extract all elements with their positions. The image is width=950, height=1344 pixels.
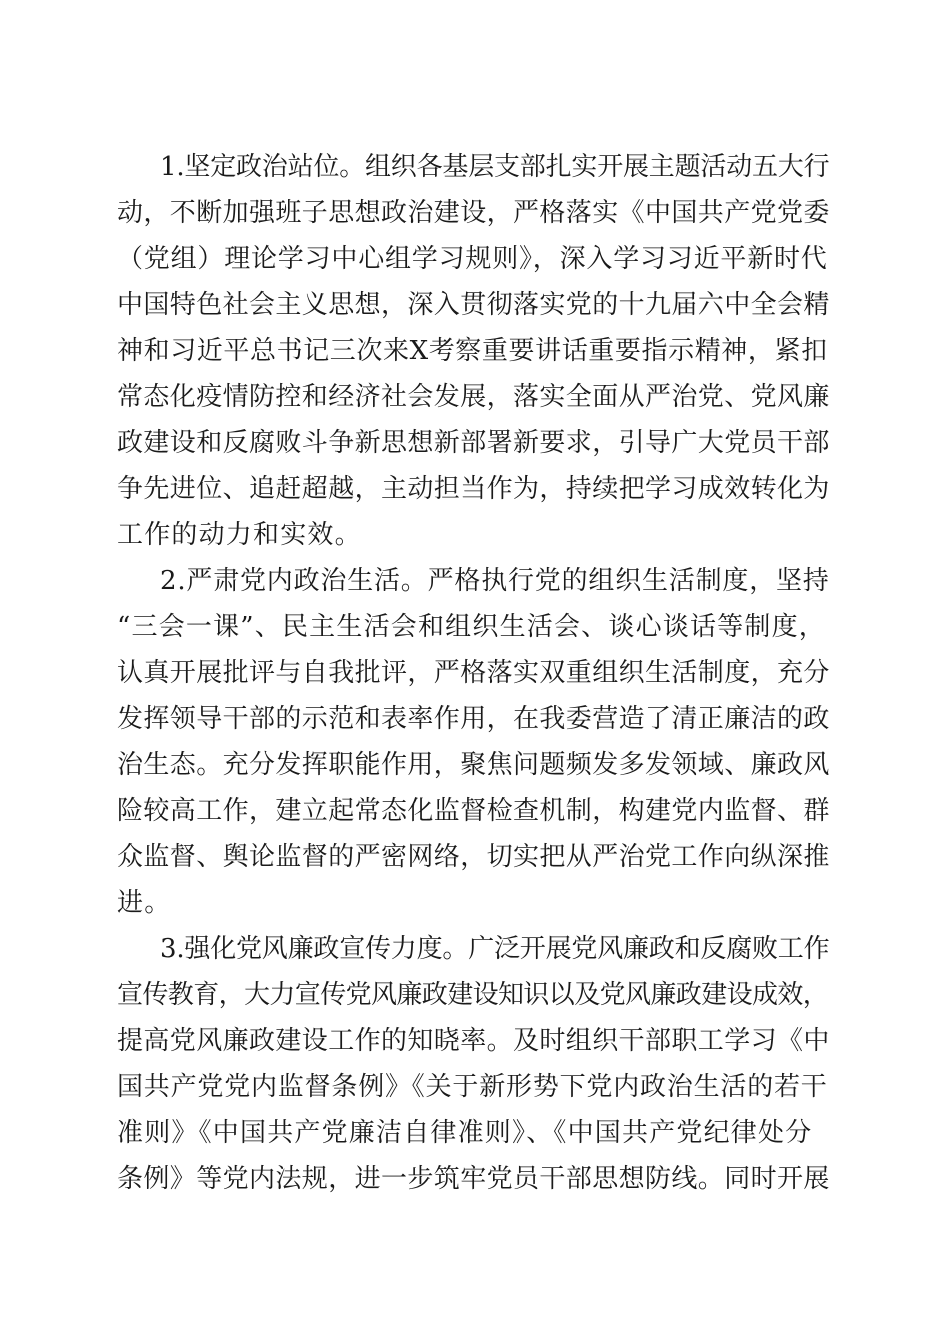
paragraph-3-line-6: 条例》等党内法规，进一步筑牢党员干部思想防线。同时开展: [117, 1164, 830, 1194]
paragraph-1-line-9: 工作的动力和实效。: [117, 520, 362, 550]
paragraph-2-line-4: 发挥领导干部的示范和表率作用，在我委营造了清正廉洁的政: [117, 704, 830, 734]
paragraph-2-line-2: “三会一课”、民主生活会和组织生活会、谈心谈话等制度，: [117, 612, 826, 642]
paragraph-3-line-5: 准则》《中国共产党廉洁自律准则》、《中国共产党纪律处分: [117, 1118, 813, 1148]
paragraph-1-line-3: （党组）理论学习中心组学习规则》，深入学习习近平新时代: [117, 244, 828, 274]
paragraph-2-line-6: 险较高工作，建立起常态化监督检查机制，构建党内监督、群: [117, 796, 830, 826]
paragraph-2-line-1: 2.严肃党内政治生活。严格执行党的组织生活制度，坚持: [160, 566, 830, 596]
paragraph-2-line-8: 进。: [117, 888, 172, 918]
paragraph-1-line-6: 常态化疫情防控和经济社会发展，落实全面从严治党、党风廉: [117, 382, 830, 412]
paragraph-2-line-7: 众监督、舆论监督的严密网络，切实把从严治党工作向纵深推: [117, 842, 830, 872]
paragraph-3-line-1: 3.强化党风廉政宣传力度。广泛开展党风廉政和反腐败工作: [160, 934, 830, 964]
paragraph-1-line-1: 1.坚定政治站位。组织各基层支部扎实开展主题活动五大行: [160, 152, 830, 182]
paragraph-3-line-2: 宣传教育，大力宣传党风廉政建设知识以及党风廉政建设成效，: [117, 980, 829, 1010]
paragraph-1-line-4: 中国特色社会主义思想，深入贯彻落实党的十九届六中全会精: [117, 290, 830, 320]
paragraph-3-line-4: 国共产党党内监督条例》《关于新形势下党内政治生活的若干: [117, 1072, 828, 1102]
paragraph-3-line-3: 提高党风廉政建设工作的知晓率。及时组织干部职工学习《中: [117, 1026, 830, 1056]
paragraph-2-line-5: 治生态。充分发挥职能作用，聚焦问题频发多发领域、廉政风: [117, 750, 830, 780]
paragraph-1-line-2: 动，不断加强班子思想政治建设，严格落实《中国共产党党委: [117, 198, 830, 228]
paragraph-1-line-7: 政建设和反腐败斗争新思想新部署新要求，引导广大党员干部: [117, 428, 830, 458]
paragraph-2-line-3: 认真开展批评与自我批评，严格落实双重组织生活制度，充分: [117, 658, 830, 688]
paragraph-1-line-5: 神和习近平总书记三次来X考察重要讲话重要指示精神，紧扣: [117, 336, 828, 366]
paragraph-1-line-8: 争先进位、追赶超越，主动担当作为，持续把学习成效转化为: [117, 474, 830, 504]
